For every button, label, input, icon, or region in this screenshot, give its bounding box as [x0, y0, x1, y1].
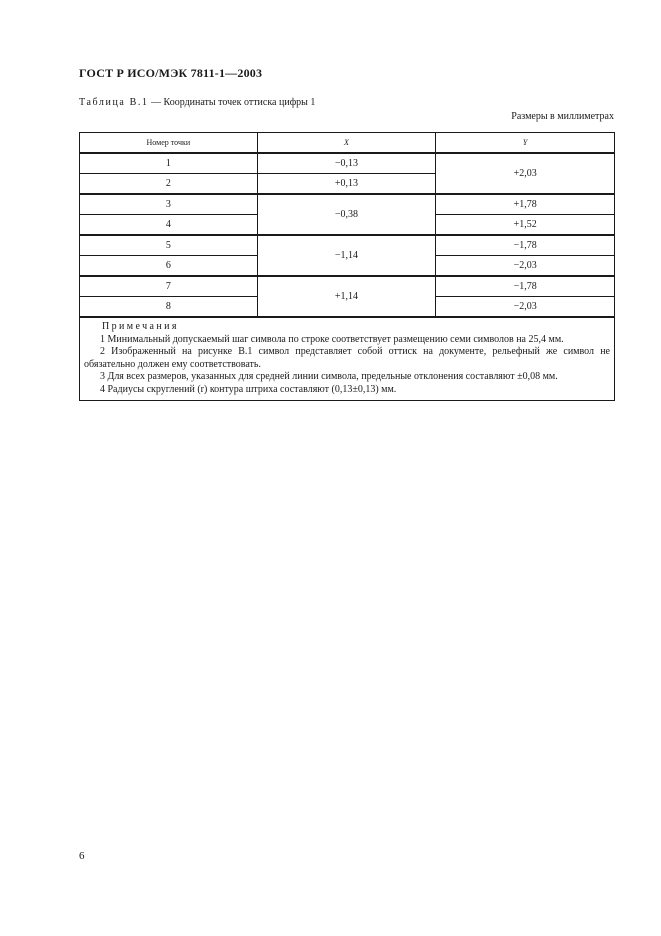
table-row	[80, 235, 615, 256]
units-note: Размеры в миллиметрах	[511, 111, 614, 122]
note-item: 1 Минимальный допускаемый шаг символа по строке соответствует размещению семи символов на 25,4 мм.	[100, 333, 564, 345]
cell-y: −2,03	[436, 256, 615, 277]
cell-point: 5	[80, 235, 258, 256]
cell-x: +0,13	[257, 174, 436, 195]
cell-y: +1,52	[436, 215, 615, 236]
cell-x: +1,14	[257, 276, 436, 317]
cell-y: +2,03	[436, 153, 615, 194]
cell-y: −1,78	[436, 235, 615, 256]
note-item: 3 Для всех размеров, указанных для средней линии символа, предельные отклонения составляют ±0,08 мм.	[100, 371, 558, 382]
table-caption-text: — Координаты точек оттиска цифры 1	[148, 97, 316, 108]
table-caption	[79, 97, 315, 108]
cell-point: 2	[80, 174, 258, 195]
cell-y: −1,78	[436, 276, 615, 297]
cell-point: 6	[80, 256, 258, 277]
note-item: 4 Радиусы скруглений (r) контура штриха составляют (0,13±0,13) мм.	[100, 383, 397, 395]
table-caption-prefix: Таблица В.1	[79, 97, 149, 108]
cell-y: −2,03	[436, 297, 615, 318]
notes-row	[80, 317, 615, 401]
notes-cell	[80, 317, 615, 401]
cell-x: −0,38	[257, 194, 436, 235]
note-item: 2 Изображенный на рисунке В.1 символ представляет собой оттиск на документе, рельефный же символ не обязательно должен ему соответствовать.	[84, 346, 610, 370]
cell-point: 3	[80, 194, 258, 215]
cell-y: +1,78	[436, 194, 615, 215]
table-row	[80, 153, 615, 174]
header-point: Номер точки	[80, 133, 258, 154]
table-row	[80, 194, 615, 215]
table-row	[80, 276, 615, 297]
page-number: 6	[79, 850, 85, 862]
cell-x: −0,13	[257, 153, 436, 174]
cell-point: 8	[80, 297, 258, 318]
cell-x: −1,14	[257, 235, 436, 276]
notes-title: Примечания	[102, 321, 179, 332]
cell-point: 4	[80, 215, 258, 236]
coordinates-table	[79, 132, 615, 401]
document-header: ГОСТ Р ИСО/МЭК 7811-1—2003	[79, 66, 263, 80]
header-x: X	[257, 133, 436, 154]
header-y: Y	[436, 133, 615, 154]
table-header-row	[80, 133, 615, 154]
cell-point: 7	[80, 276, 258, 297]
cell-point: 1	[80, 153, 258, 174]
